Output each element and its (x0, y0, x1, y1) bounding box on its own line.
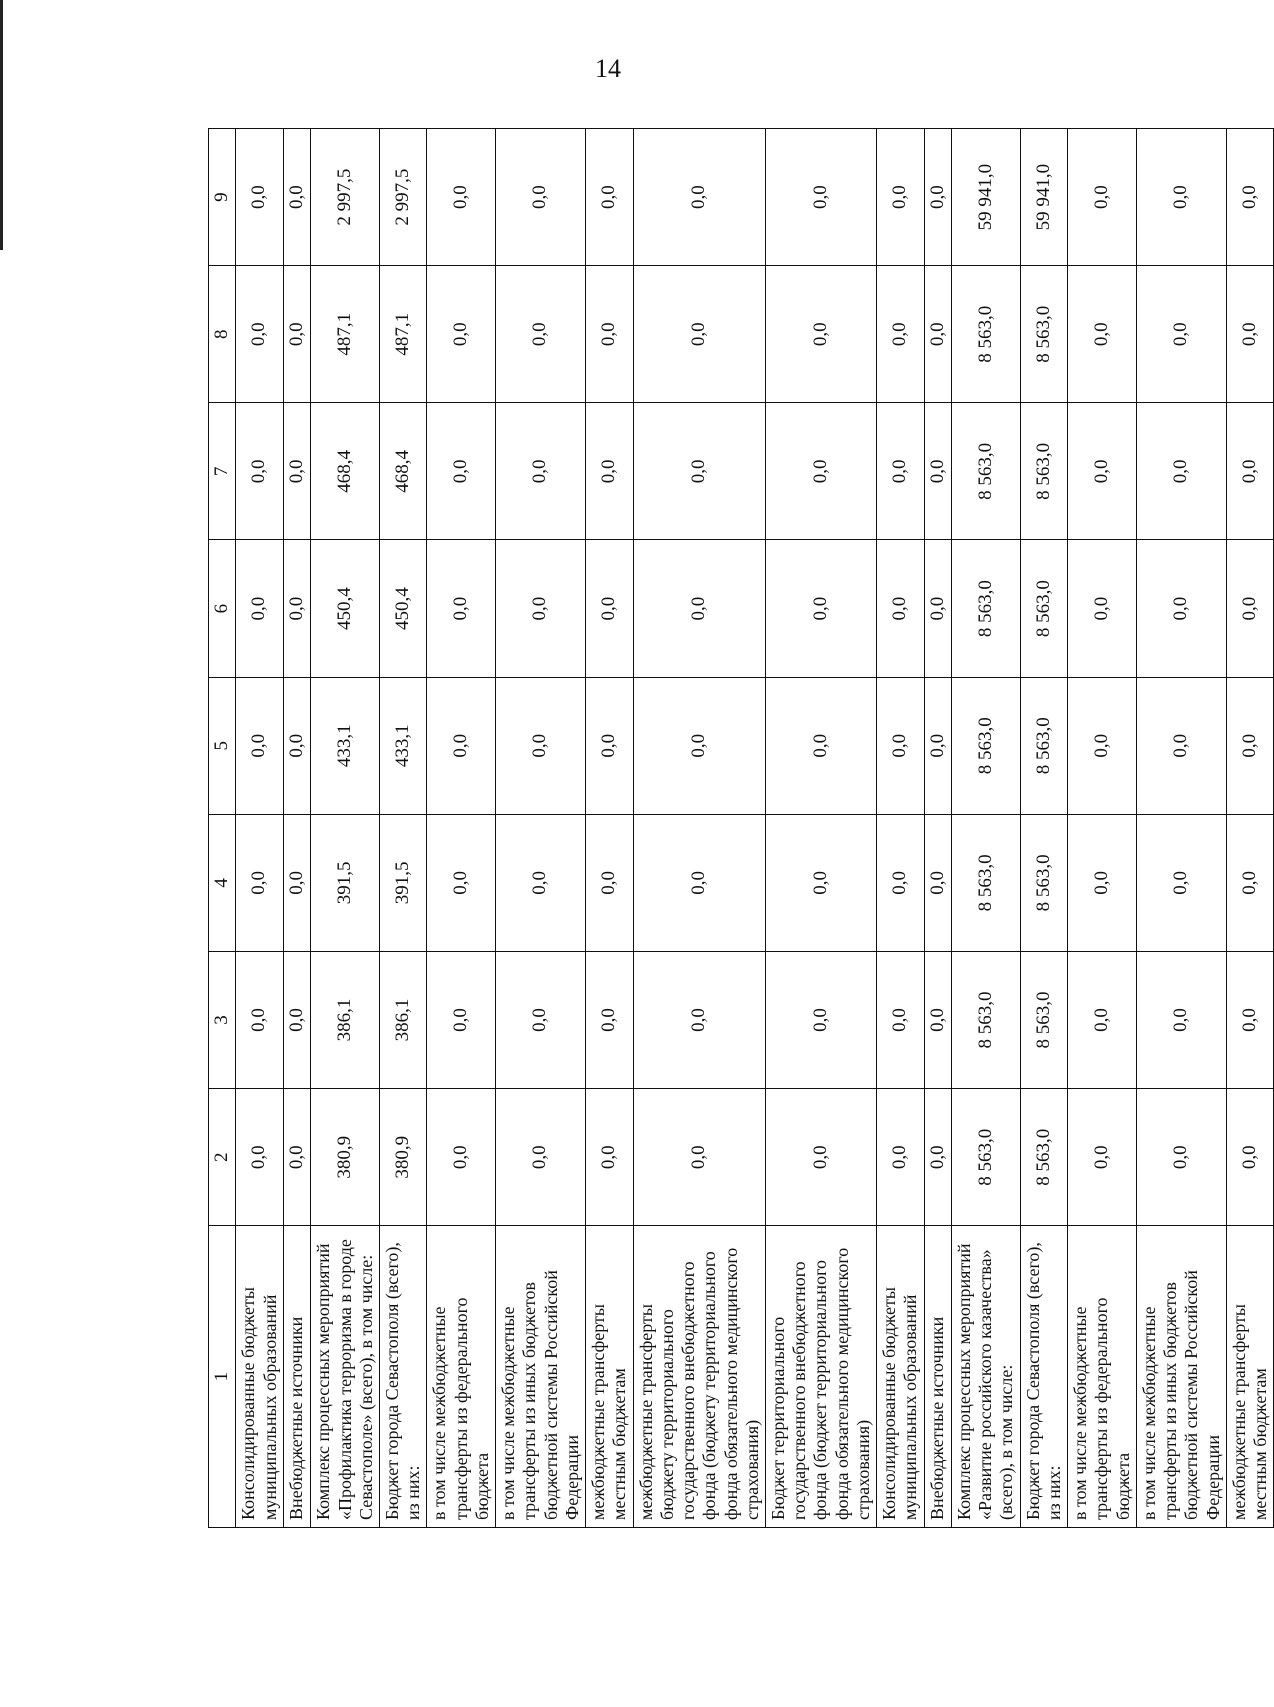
table-row (765, 129, 876, 1528)
row-value: 2 997,5 (379, 129, 426, 266)
budget-table (208, 128, 1274, 1528)
column-header: 9 (209, 129, 236, 266)
row-value: 0,0 (1226, 951, 1273, 1088)
row-value: 0,0 (496, 677, 586, 814)
row-value: 0,0 (236, 403, 283, 540)
row-value: 8 563,0 (1020, 677, 1067, 814)
row-value: 2 997,5 (311, 129, 380, 266)
row-label: Внебюджетные источники (924, 1226, 951, 1528)
row-value: 433,1 (379, 677, 426, 814)
row-value: 0,0 (236, 677, 283, 814)
row-value: 8 563,0 (952, 814, 1021, 951)
row-value: 0,0 (924, 677, 951, 814)
row-value: 0,0 (496, 814, 586, 951)
row-value: 0,0 (1068, 951, 1137, 1088)
row-value: 8 563,0 (1020, 403, 1067, 540)
row-value: 0,0 (765, 814, 876, 951)
table-row (1136, 129, 1226, 1528)
row-value: 0,0 (633, 677, 765, 814)
row-value: 487,1 (311, 266, 380, 403)
row-value: 0,0 (1226, 814, 1273, 951)
row-value: 0,0 (1068, 1089, 1137, 1226)
row-value: 0,0 (924, 1089, 951, 1226)
row-value: 0,0 (633, 814, 765, 951)
row-value: 0,0 (765, 129, 876, 266)
row-value: 0,0 (1136, 266, 1226, 403)
row-value: 0,0 (1226, 540, 1273, 677)
row-value: 0,0 (633, 951, 765, 1088)
row-value: 8 563,0 (1020, 266, 1067, 403)
row-value: 487,1 (379, 266, 426, 403)
table-row (877, 129, 924, 1528)
row-value: 0,0 (496, 951, 586, 1088)
row-label: Бюджет города Севастополя (всего), из них: (379, 1226, 426, 1528)
column-header: 1 (209, 1226, 236, 1528)
row-value: 391,5 (311, 814, 380, 951)
row-value: 8 563,0 (1020, 951, 1067, 1088)
row-value: 8 563,0 (1020, 814, 1067, 951)
table-row (311, 129, 380, 1528)
row-value: 386,1 (311, 951, 380, 1088)
row-value: 450,4 (311, 540, 380, 677)
row-label: в том числе межбюджетные трансферты из федерального бюджета (1068, 1226, 1137, 1528)
row-label: Консолидированные бюджеты муниципальных образований (236, 1226, 283, 1528)
row-value: 0,0 (924, 266, 951, 403)
row-value: 0,0 (586, 266, 633, 403)
row-value: 0,0 (496, 266, 586, 403)
row-value: 0,0 (236, 1089, 283, 1226)
page-number: 14 (595, 54, 621, 83)
row-value: 8 563,0 (952, 951, 1021, 1088)
row-label: межбюджетные трансферты местным бюджетам (1226, 1226, 1273, 1528)
row-value: 0,0 (283, 540, 310, 677)
row-value: 0,0 (236, 129, 283, 266)
row-value: 0,0 (283, 266, 310, 403)
table-row (1068, 129, 1137, 1528)
row-value: 0,0 (236, 814, 283, 951)
row-label: Бюджет города Севастополя (всего), из них: (1020, 1226, 1067, 1528)
row-value: 0,0 (1136, 129, 1226, 266)
row-value: 0,0 (1068, 540, 1137, 677)
row-value: 0,0 (586, 540, 633, 677)
row-value: 8 563,0 (1020, 540, 1067, 677)
row-value: 0,0 (427, 129, 496, 266)
row-value: 0,0 (236, 540, 283, 677)
table-row (633, 129, 765, 1528)
row-label: Внебюджетные источники (283, 1226, 310, 1528)
row-value: 8 563,0 (952, 266, 1021, 403)
row-value: 8 563,0 (952, 403, 1021, 540)
row-value: 0,0 (586, 951, 633, 1088)
row-value: 0,0 (924, 540, 951, 677)
row-value: 386,1 (379, 951, 426, 1088)
row-value: 380,9 (311, 1089, 380, 1226)
row-value: 0,0 (427, 403, 496, 540)
row-value: 0,0 (496, 403, 586, 540)
row-value: 0,0 (633, 266, 765, 403)
row-value: 0,0 (1226, 129, 1273, 266)
row-value: 59 941,0 (1020, 129, 1067, 266)
row-label: в том числе межбюджетные трансферты из иных бюджетов бюджетной системы Российской Федерации (496, 1226, 586, 1528)
row-value: 0,0 (586, 677, 633, 814)
row-value: 0,0 (765, 266, 876, 403)
row-value: 8 563,0 (952, 1089, 1021, 1226)
row-label: в том числе межбюджетные трансферты из федерального бюджета (427, 1226, 496, 1528)
row-label: Бюджет территориального государственного внебюджетного фонда (бюджет территориального фонда обязательного медицинского страхования) (765, 1226, 876, 1528)
row-value: 0,0 (283, 129, 310, 266)
row-value: 0,0 (496, 540, 586, 677)
row-value: 0,0 (633, 1089, 765, 1226)
row-label: межбюджетные трансферты бюджету территориального государственного внебюджетного фонда (бюджету территориального фонда обязательного медицинского страхования) (633, 1226, 765, 1528)
row-value: 0,0 (496, 1089, 586, 1226)
row-value: 391,5 (379, 814, 426, 951)
row-value: 450,4 (379, 540, 426, 677)
row-label: межбюджетные трансферты местным бюджетам (586, 1226, 633, 1528)
row-label: Комплекс процессных мероприятий «Профилактика терроризма в городе Севастополе» (всего), в том числе: (311, 1226, 380, 1528)
row-value: 0,0 (586, 403, 633, 540)
row-value: 0,0 (236, 951, 283, 1088)
table-row (586, 129, 633, 1528)
column-header: 4 (209, 814, 236, 951)
row-label: Комплекс процессных мероприятий «Развитие российского казачества» (всего), в том числе: (952, 1226, 1021, 1528)
row-value: 0,0 (427, 951, 496, 1088)
row-value: 0,0 (427, 677, 496, 814)
row-value: 0,0 (877, 129, 924, 266)
row-value: 0,0 (924, 403, 951, 540)
row-value: 433,1 (311, 677, 380, 814)
row-value: 0,0 (1068, 677, 1137, 814)
row-value: 0,0 (633, 403, 765, 540)
row-value: 0,0 (586, 129, 633, 266)
table-row (427, 129, 496, 1528)
row-value: 8 563,0 (952, 677, 1021, 814)
table-header-row (209, 129, 236, 1528)
row-value: 0,0 (283, 677, 310, 814)
row-value: 0,0 (877, 677, 924, 814)
column-header: 7 (209, 403, 236, 540)
row-value: 0,0 (427, 540, 496, 677)
row-value: 59 941,0 (952, 129, 1021, 266)
row-value: 468,4 (379, 403, 426, 540)
table-row (1226, 129, 1273, 1528)
row-value: 0,0 (1136, 951, 1226, 1088)
row-value: 0,0 (877, 951, 924, 1088)
row-value: 8 563,0 (952, 540, 1021, 677)
row-value: 0,0 (765, 403, 876, 540)
table-row (379, 129, 426, 1528)
row-value: 0,0 (1226, 677, 1273, 814)
row-value: 0,0 (283, 814, 310, 951)
column-header: 8 (209, 266, 236, 403)
row-value: 0,0 (1226, 1089, 1273, 1226)
row-value: 0,0 (1068, 129, 1137, 266)
row-value: 0,0 (765, 951, 876, 1088)
row-value: 0,0 (1136, 677, 1226, 814)
row-value: 0,0 (924, 951, 951, 1088)
row-value: 8 563,0 (1020, 1089, 1067, 1226)
column-header: 3 (209, 951, 236, 1088)
row-value: 0,0 (427, 266, 496, 403)
row-value: 0,0 (877, 266, 924, 403)
table-row (496, 129, 586, 1528)
row-value: 0,0 (765, 540, 876, 677)
row-value: 0,0 (283, 1089, 310, 1226)
column-header: 6 (209, 540, 236, 677)
row-value: 0,0 (1136, 403, 1226, 540)
table-row (1020, 129, 1067, 1528)
row-value: 0,0 (1068, 403, 1137, 540)
row-value: 0,0 (1136, 540, 1226, 677)
row-value: 468,4 (311, 403, 380, 540)
row-value: 0,0 (877, 540, 924, 677)
row-value: 0,0 (496, 129, 586, 266)
row-value: 0,0 (586, 814, 633, 951)
row-value: 0,0 (633, 540, 765, 677)
row-value: 0,0 (1226, 403, 1273, 540)
table-row (952, 129, 1021, 1528)
row-value: 0,0 (283, 403, 310, 540)
row-label: Консолидированные бюджеты муниципальных образований (877, 1226, 924, 1528)
row-value: 0,0 (283, 951, 310, 1088)
row-value: 0,0 (877, 1089, 924, 1226)
table-row (283, 129, 310, 1528)
row-value: 0,0 (236, 266, 283, 403)
row-value: 0,0 (765, 1089, 876, 1226)
column-header: 2 (209, 1089, 236, 1226)
row-value: 0,0 (1226, 266, 1273, 403)
row-value: 0,0 (1068, 266, 1137, 403)
row-value: 0,0 (586, 1089, 633, 1226)
row-value: 0,0 (924, 814, 951, 951)
table-row (236, 129, 283, 1528)
row-value: 0,0 (877, 403, 924, 540)
table-row (924, 129, 951, 1528)
row-value: 0,0 (633, 129, 765, 266)
scan-edge-mark (0, 0, 3, 250)
rotated-table-container (208, 128, 1271, 1528)
column-header: 5 (209, 677, 236, 814)
row-value: 0,0 (427, 1089, 496, 1226)
row-value: 0,0 (877, 814, 924, 951)
row-value: 0,0 (765, 677, 876, 814)
row-value: 380,9 (379, 1089, 426, 1226)
row-label: в том числе межбюджетные трансферты из иных бюджетов бюджетной системы Российской Федерации (1136, 1226, 1226, 1528)
row-value: 0,0 (427, 814, 496, 951)
row-value: 0,0 (924, 129, 951, 266)
row-value: 0,0 (1068, 814, 1137, 951)
row-value: 0,0 (1136, 814, 1226, 951)
row-value: 0,0 (1136, 1089, 1226, 1226)
